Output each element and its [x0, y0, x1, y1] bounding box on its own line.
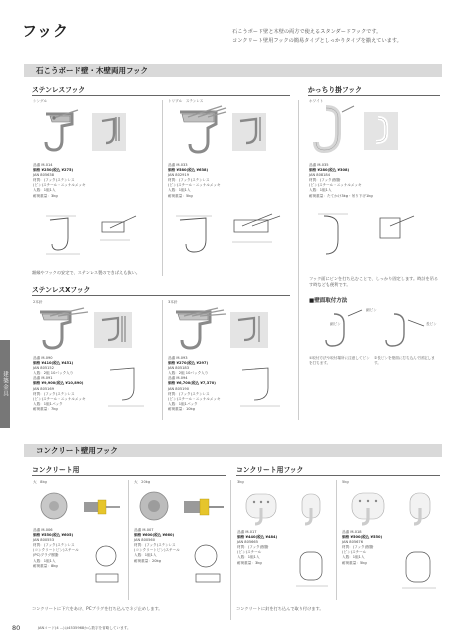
howto-label: 細ピン	[366, 308, 377, 312]
spec-price: 価格 ¥600(税込 ¥660)	[134, 533, 175, 538]
variant-label: ホワイト	[309, 99, 324, 103]
spec-line: 材質：(フック)樹脂	[237, 545, 269, 550]
product-image-concrete-anchor	[34, 488, 74, 526]
divider	[32, 475, 226, 476]
spec-line: (ピン)スチール・ニッケルメッキ	[168, 396, 221, 401]
variant-label: トリプル ステンレス	[168, 99, 204, 103]
dimension-drawing	[400, 546, 440, 596]
dimension-drawing	[236, 360, 292, 416]
spec-line: (PC)プラグ樹脂	[33, 553, 59, 558]
dimension-drawing	[190, 540, 228, 594]
spec-price: 価格 ¥270(税込 ¥297)	[168, 361, 209, 366]
divider	[32, 295, 290, 296]
dimension-drawing	[40, 210, 150, 265]
spec-line: 材質：(フック)ステンレス	[33, 543, 75, 548]
product-photo	[232, 113, 266, 151]
spec-line: 入数：2組 10パック入り	[33, 371, 74, 376]
product-image-single-hook	[32, 106, 88, 158]
howto-caption: ②長ピンを壁面に打ち込んで固定します。	[374, 356, 435, 365]
product-note: フック面にピンを打ち込むことで、しっかり固定します。時計を吊るす時なども便利です。	[309, 276, 439, 287]
dimension-drawing	[294, 546, 334, 596]
spec-line: 品番 M-090	[33, 356, 53, 360]
spec-line: 入数：1組1入	[33, 558, 56, 563]
spec-line: 入数：1組1入	[342, 555, 365, 560]
howto-illustration	[312, 306, 440, 354]
product-image-concrete-hook	[240, 488, 286, 528]
spec-line: (ピン)スチール・ニッケルメッキ	[309, 183, 362, 188]
spec-line: 耐荷重量：3kg	[237, 560, 262, 565]
spec-line: 耐荷重量：10kg	[168, 406, 195, 411]
howto-caption: ①取付方法や取付場所に注意してピンを打ちます。	[309, 356, 370, 365]
spec-price: 価格 ¥6,700(税込 ¥7,370)	[168, 381, 216, 386]
page-title: フック	[22, 22, 69, 40]
variant-label: 3kg	[237, 480, 244, 484]
howto-title: ■壁面取付方法	[309, 298, 348, 304]
product-spec	[33, 163, 157, 199]
spec-line: 品番 M-091	[33, 376, 53, 381]
dimension-drawing	[172, 210, 290, 265]
spec-line: JAN 802919	[168, 173, 190, 178]
divider	[32, 95, 290, 96]
spec-line: 材質：(フック)樹脂	[309, 178, 341, 183]
spec-line: 耐荷重量：20kg	[134, 558, 161, 563]
page-description: 石こうボード壁と木壁の両方で使えるスタンダードフックです。 コンクリート壁用フックの簡易タイプとしっかりタイプを揃えています。	[232, 29, 402, 44]
spec-line: 材質：(フック)樹脂	[342, 545, 374, 550]
spec-line: 耐荷重量：8kg	[33, 563, 58, 568]
spec-line: 入数：1組1パック	[33, 401, 63, 406]
hook-icon	[346, 488, 394, 528]
variant-label: 5kg	[342, 480, 349, 484]
hook-icon	[32, 306, 90, 356]
spec-line: 材質：(フック)ステンレス	[168, 178, 210, 183]
spec-line: 耐荷重量：7kg	[33, 406, 58, 411]
hook-icon	[168, 104, 228, 160]
dimension-drawing	[314, 208, 434, 263]
spec-line: JAN 805183	[168, 366, 190, 371]
product-note: 額縁やフックの安定で、ステンレス製のできばえも抜い。	[32, 270, 140, 275]
variant-label: 2本針	[33, 300, 43, 304]
product-image-concrete-hook	[346, 488, 394, 528]
spec-line: 材質：(フック)ステンレス	[134, 543, 176, 548]
spec-line: 入数：1組1入	[309, 188, 332, 193]
spec-line: JAN 800560	[134, 538, 156, 543]
product-image-triple-hook	[168, 104, 228, 160]
spec-line: JAN 805169	[33, 386, 55, 391]
product-photo	[92, 113, 126, 151]
spec-line: 入数：1組1パック	[168, 401, 198, 406]
spec-line: (コンクリートピン)スチール	[33, 548, 79, 553]
spec-line: (コンクリートピン)スチール	[134, 548, 180, 553]
hook-icon	[240, 488, 286, 528]
spec-line: (ピン)スチール・ニッケルメッキ	[33, 396, 86, 401]
dimension-drawing	[90, 540, 128, 594]
spec-price: 価格 ¥500(税込 ¥550)	[342, 535, 383, 540]
variant-label: シングル	[33, 99, 48, 103]
spec-price: 価格 ¥550(税込 ¥605)	[33, 533, 74, 538]
product-photo	[94, 312, 132, 348]
spec-price: 価格 ¥250(税込 ¥275)	[33, 168, 74, 173]
product-image-plug	[180, 488, 226, 526]
spec-line: JAN 800553	[33, 538, 55, 543]
spec-line: (ピン)スチール・ニッケルメッキ	[168, 183, 221, 188]
product-note: コンクリートに釘を打ち込んで取り付けます。	[236, 606, 324, 611]
product-image-plug	[80, 488, 124, 526]
spec-line: (ピン)スチール	[342, 550, 367, 555]
hook-icon	[308, 104, 358, 158]
spec-line: 品番 M-007	[134, 528, 154, 532]
spec-line: JAN 805190	[168, 386, 190, 391]
spec-line: 品番 M-006	[33, 528, 53, 532]
subsection-title-concrete: コンクリート用	[32, 466, 80, 474]
variant-label: 3本針	[168, 300, 178, 304]
spec-line: 品番 M-094	[168, 376, 188, 381]
howto-label: 細ピン	[330, 322, 341, 326]
column-divider	[162, 300, 163, 420]
product-image-x-hook	[32, 306, 90, 356]
spec-line: 耐荷重量：たてかけ3kg・吊り下げ1kg	[309, 193, 373, 198]
product-photo	[230, 312, 268, 348]
hook-icon	[32, 106, 88, 158]
product-spec	[309, 163, 441, 199]
spec-line: 品番 M-093	[168, 356, 188, 360]
column-divider	[230, 480, 231, 620]
spec-line: JAN 805152	[33, 366, 55, 371]
side-tab: 建築金具	[0, 340, 10, 428]
spec-line: JAN 805676	[342, 540, 364, 545]
subsection-title-kakkori: かっちり掛フック	[308, 86, 362, 94]
spec-line: JAN 805665	[237, 540, 259, 545]
hook-icon	[168, 306, 228, 356]
dimension-drawing	[104, 360, 158, 416]
spec-line: 材質：(フック)ステンレス	[168, 391, 210, 396]
product-spec	[168, 163, 292, 199]
spec-line: 入数：1組1入	[168, 188, 191, 193]
product-spec	[33, 528, 91, 569]
howto-label: 長ピン	[426, 322, 437, 326]
footnote: JANコード(4 ...)は4535968から数字を省略しています。	[38, 626, 131, 630]
product-image-concrete-hook-side	[292, 488, 332, 528]
subsection-title-stainless-x: ステンレスXフック	[32, 286, 91, 294]
divider	[236, 475, 440, 476]
column-divider	[128, 480, 129, 600]
spec-line: 入数：1組1入	[33, 188, 56, 193]
page-number: 80	[12, 624, 21, 632]
column-divider	[336, 480, 337, 600]
spec-line: 材質：(フック)ステンレス	[33, 178, 75, 183]
section-header-2: コンクリート壁用フック	[24, 444, 442, 457]
spec-line: 入数：1組1入	[134, 553, 157, 558]
product-image-concrete-anchor	[134, 488, 174, 526]
product-spec	[342, 530, 398, 566]
spec-price: 価格 ¥280(税込 ¥308)	[309, 168, 350, 173]
spec-price: 価格 ¥410(税込 ¥451)	[33, 361, 74, 366]
spec-line: 耐荷重量：5kg	[342, 560, 367, 565]
spec-line: JAN 805638	[33, 173, 55, 178]
product-note: コンクリートに下穴をあけ、PCプラグを打ち込んでネジ止めします。	[32, 606, 163, 611]
product-image-concrete-hook-side	[400, 488, 440, 528]
spec-line: 品番 M-018	[342, 530, 362, 534]
spec-line: 入数：1組1入	[237, 555, 260, 560]
spec-line: (ピン)スチール・ニッケルメッキ	[33, 183, 86, 188]
subsection-title-stainless: ステンレスフック	[32, 86, 86, 94]
spec-line: JAN 808184	[309, 173, 331, 178]
spec-line: 材質：(フック)ステンレス	[33, 391, 75, 396]
spec-line: 品番 M-014	[33, 163, 53, 167]
product-image-x-hook-3	[168, 306, 228, 356]
product-photo	[364, 112, 398, 150]
spec-line: (ピン)スチール	[237, 550, 262, 555]
spec-line: 品番 M-035	[309, 163, 329, 167]
divider	[308, 95, 440, 96]
subsection-title-concrete-hook: コンクリート用フック	[236, 466, 304, 474]
column-divider	[162, 100, 163, 276]
spec-price: 価格 ¥440(税込 ¥484)	[237, 535, 278, 540]
spec-line: 耐荷重量：3kg	[33, 193, 58, 198]
variant-label: 大 8kg	[33, 480, 47, 484]
spec-price: 価格 ¥580(税込 ¥638)	[168, 168, 209, 173]
column-divider	[298, 100, 299, 420]
spec-line: 耐荷重量：5kg	[168, 193, 193, 198]
variant-label: 大 20kg	[134, 480, 151, 484]
spec-line: 入数：2組 10パック入り	[168, 371, 209, 376]
spec-price: 価格 ¥9,900(税込 ¥10,890)	[33, 381, 84, 386]
product-spec	[134, 528, 192, 564]
section-header-1: 石こうボード壁・木壁両用フック	[24, 64, 442, 77]
product-image-resin-hook	[308, 104, 358, 158]
spec-line: 品番 M-017	[237, 530, 257, 534]
spec-line: 品番 M-033	[168, 163, 188, 167]
product-spec	[237, 530, 293, 566]
